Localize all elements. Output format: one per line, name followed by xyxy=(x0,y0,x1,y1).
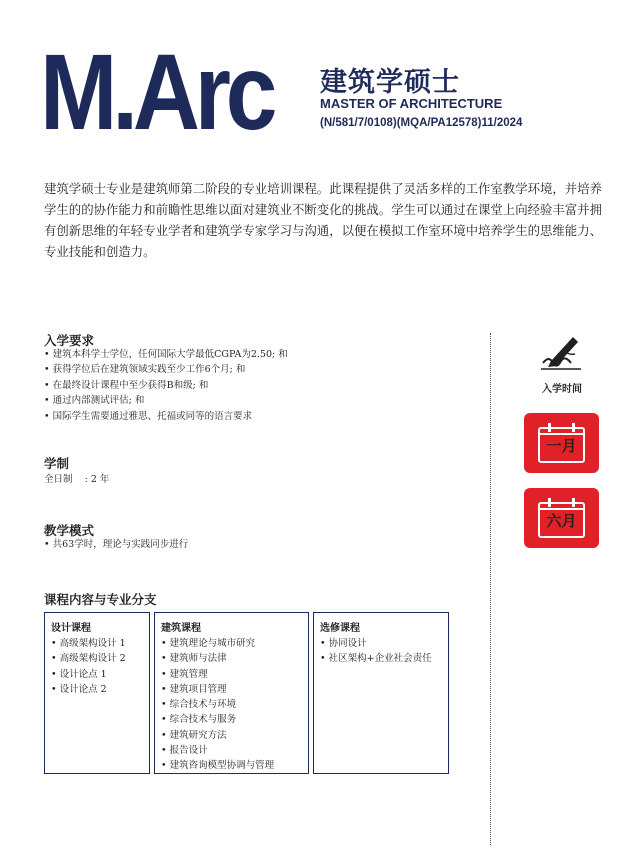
teaching-mode-title: 教学模式 xyxy=(44,523,95,538)
column-divider xyxy=(490,333,491,845)
list-item: • 建筑理论与城市研究 xyxy=(161,636,302,651)
list-item: • 设计论点 1 xyxy=(51,667,143,682)
program-introduction: 建筑学硕士专业是建筑师第二阶段的专业培训课程。此课程提供了灵活多样的工作室教学环境，并培养学生的的协作能力和前瞻性思维以面对建筑业不断变化的挑战。学生可以通过在课堂上向经验丰富并拥有创新思维的年轻专业学者和建筑学专家学习与沟通，以便在模拟工作室环境中培养学生的思维能力、专业技能和创造力。 xyxy=(44,181,602,259)
intake-calendar-january xyxy=(524,413,599,473)
architecture-courses-title: 建筑课程 xyxy=(161,623,201,634)
intake-month-june: 六月 xyxy=(546,512,577,530)
list-item: • 综合技术与服务 xyxy=(161,712,302,727)
signing-pen-icon xyxy=(537,333,585,377)
list-item: • 建筑研究方法 xyxy=(161,728,302,743)
list-item: • 国际学生需要通过雅思、托福或同等的语言要求 xyxy=(44,409,288,424)
list-item: • 设计论点 2 xyxy=(51,682,143,697)
list-item: • 在最终设计课程中至少获得B和级; 和 xyxy=(44,378,288,393)
list-item: • 综合技术与环境 xyxy=(161,697,302,712)
list-item: • 获得学位后在建筑领域实践至少工作6个月; 和 xyxy=(44,362,288,377)
duration-mode: 全日制 xyxy=(44,474,73,485)
list-item: • 建筑本科学士学位，任何国际大学最低CGPA为2.50; 和 xyxy=(44,347,288,362)
courses-title: 课程内容与专业分支 xyxy=(44,592,157,607)
design-courses-box xyxy=(44,612,150,774)
list-item: • 建筑师与法律 xyxy=(161,651,302,666)
list-item: • 建筑管理 xyxy=(161,667,302,682)
accreditation-code: (N/581/7/0108)(MQA/PA12578)11/2024 xyxy=(320,117,523,129)
duration-value: 2 年 xyxy=(90,474,110,485)
list-item: • 建筑咨询模型协调与管理 xyxy=(161,758,302,773)
architecture-courses-box xyxy=(154,612,309,774)
program-title-chinese: 建筑学硕士 xyxy=(320,67,460,98)
intake-label: 入学时间 xyxy=(542,384,582,395)
list-item: • 协同设计 xyxy=(320,636,442,651)
teaching-mode-list xyxy=(44,537,188,552)
list-item: • 高级架构设计 2 xyxy=(51,651,143,666)
list-item: • 高级架构设计 1 xyxy=(51,636,143,651)
duration-row: 全日制 : 2 年 xyxy=(44,474,110,485)
elective-courses-box xyxy=(313,612,449,774)
list-item: • 报告设计 xyxy=(161,743,302,758)
duration-title: 学制 xyxy=(44,456,70,471)
list-item: • 建筑项目管理 xyxy=(161,682,302,697)
intake-month-january: 一月 xyxy=(546,437,577,455)
design-courses-title: 设计课程 xyxy=(51,623,91,634)
list-item: • 通过内部测试评估; 和 xyxy=(44,393,288,408)
program-title-english: MASTER OF ARCHITECTURE xyxy=(320,96,503,111)
program-logo: M.Arc xyxy=(40,31,273,152)
list-item: • 社区架构+企业社会责任 xyxy=(320,651,442,666)
intake-calendar-june xyxy=(524,488,599,548)
list-item: • 共63学时，理论与实践同步进行 xyxy=(44,537,188,552)
entry-requirements-list xyxy=(44,347,288,424)
elective-courses-title: 选修课程 xyxy=(320,623,360,634)
entry-requirements-title: 入学要求 xyxy=(44,333,95,348)
